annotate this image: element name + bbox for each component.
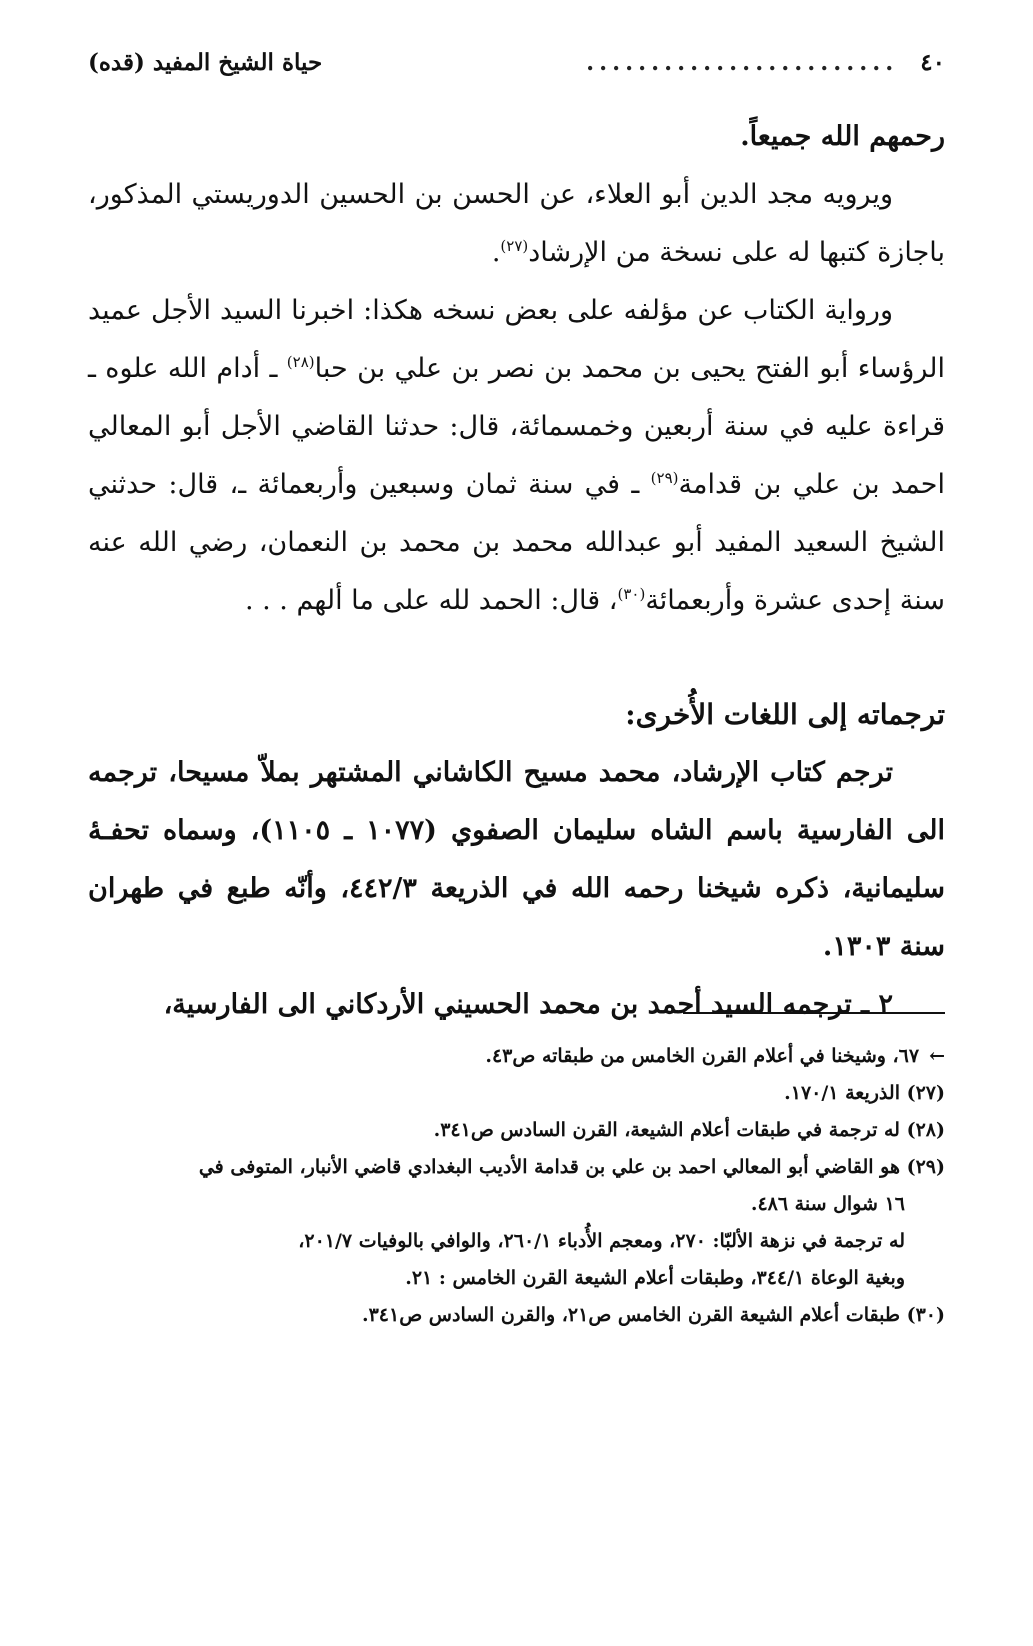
footnote-29: (٢٩) هو القاضي أبو المعالي احمد بن علي بن قدامة الأديب البغدادي قاضي الأنبار، المتوفى في [198, 1156, 945, 1178]
footnotes [88, 1038, 945, 1334]
paragraph-3 [88, 282, 945, 630]
note-ref-27: (٢٧) [500, 237, 529, 255]
main-text [88, 108, 945, 1034]
footnote-28: (٢٨) له ترجمة في طبقات أعلام الشيعة، القرن السادس ص٣٤١. [433, 1119, 945, 1141]
footnote-continuation [88, 1038, 945, 1075]
paragraph-2-end: . [491, 237, 501, 268]
running-header [88, 42, 945, 82]
paragraph-2-text: ويرويه مجد الدين أبو العلاء، عن الحسن بن الحسين الدوريستي المذكور، باجازة كتبها له على نسخة من الإرشاد [88, 179, 945, 268]
footnote-30: (٣٠) طبقات أعلام الشيعة القرن الخامس ص٢١، والقرن السادس ص٣٤١. [361, 1304, 945, 1326]
footnote-separator [683, 1012, 945, 1014]
paragraph-3-part-c: ـ في سنة ثمان وسبعين وأربعمائة ـ، قال: حدثني الشيخ السعيد المفيد أبو عبدالله محمد بن محمد بن النعمان، رضي الله عنه سنة إحدى عشرة وأربعمائة [88, 469, 945, 616]
note-ref-29: (٢٩) [650, 469, 679, 487]
header-leader-dots: ........................ [586, 48, 899, 76]
paragraph-4: ترجم كتاب الإرشاد، محمد مسيح الكاشاني المشتهر بملاّ مسيحا، ترجمه الى الفارسية باسم الشاه سليمان الصفوي (١٠٧٧ ـ ١١٠٥)، وسماه تحفـهٔ سليمانية، ذكره شيخنا رحمه الله في الذريعة ٤٤٢/٣، وأنّه طبع في طهران سنة ١٣٠٣. [88, 757, 945, 962]
page-number: ٤٠ [920, 48, 945, 76]
running-title: حياة الشيخ المفيد (قده) [88, 48, 323, 76]
paragraph-5: ٢ ـ ترجمه السيد أحمد بن محمد الحسيني الأردكاني الى الفارسية، [163, 989, 893, 1020]
paragraph-3-part-a: ورواية الكتاب عن مؤلفه على بعض نسخه هكذا: اخبرنا السيد الأجل عميد الرؤساء أبو الفتح يحيى بن محمد بن نصر بن علي بن حبا [88, 295, 945, 384]
section-heading: ترجماته إلى اللغات الأُخرى: [625, 698, 945, 731]
paragraph-2 [88, 166, 945, 282]
footnote-29-line-3: له ترجمة في نزهة الألبّا: ٢٧٠، ومعجم الأُدباء ٢٦٠/١، والوافي بالوفيات ٢٠١/٧، [298, 1230, 905, 1252]
footnote-29-line-2: ١٦ شوال سنة ٤٨٦. [750, 1193, 905, 1215]
footnote-27: (٢٧) الذريعة ١٧٠/١. [784, 1082, 945, 1104]
continuation-arrow-icon: ← [929, 1045, 945, 1067]
note-ref-28: (٢٨) [286, 353, 315, 371]
paragraph-3-part-d: ، قال: الحمد لله على ما ألهم . . . [244, 585, 618, 616]
paragraph-3-part-b: ـ أدام الله علوه ـ قراءة عليه في سنة أربعين وخمسمائة، قال: حدثنا القاضي الأجل أبو المعالي احمد بن علي بن قدامة [88, 353, 945, 500]
note-ref-30: (٣٠) [617, 585, 646, 603]
footnote-29-line-4: وبغية الوعاة ٣٤٤/١، وطبقات أعلام الشيعة القرن الخامس : ٢١. [405, 1267, 905, 1289]
paragraph-1: رحمهم الله جميعاً. [740, 121, 945, 152]
footnote-continuation-text: ٦٧، وشيخنا في أعلام القرن الخامس من طبقاته ص٤٣. [485, 1045, 920, 1067]
